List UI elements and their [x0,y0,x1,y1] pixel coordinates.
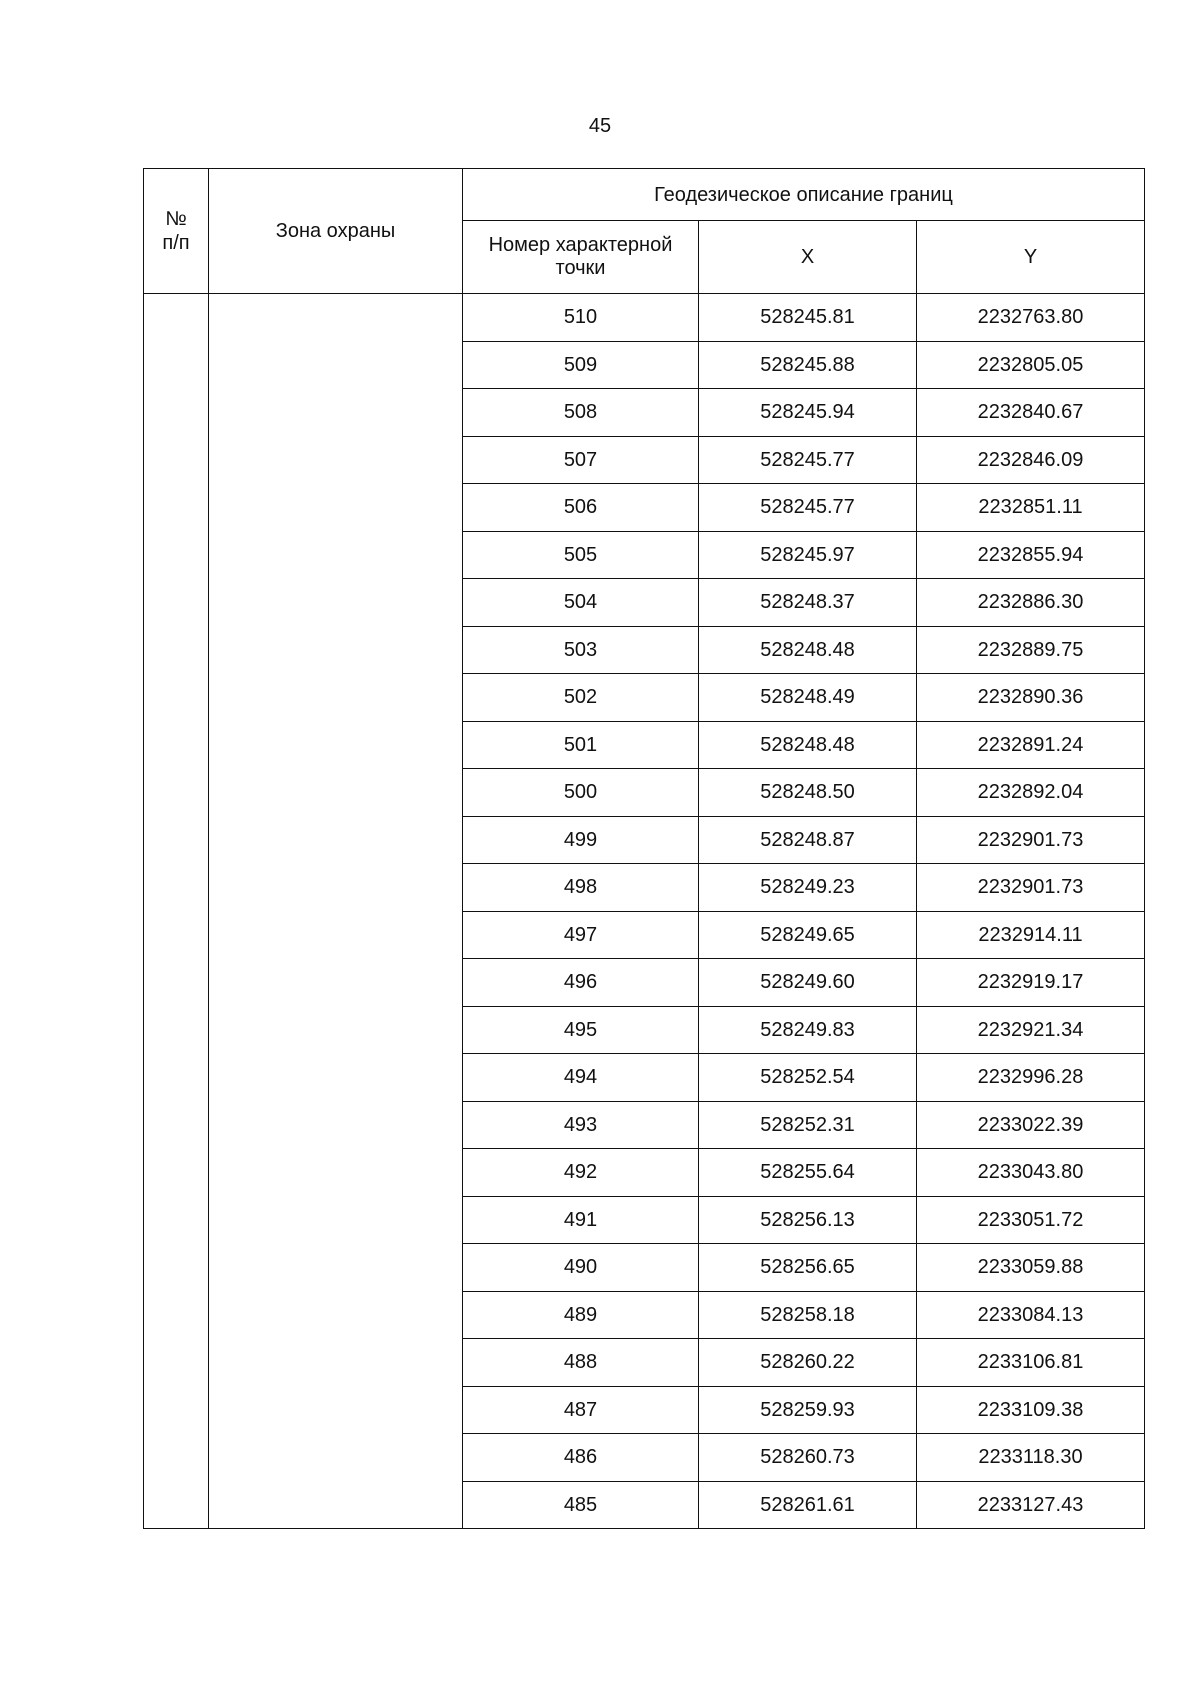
cell-x: 528249.65 [699,911,917,959]
cell-point: 501 [463,721,699,769]
cell-x: 528255.64 [699,1149,917,1197]
cell-point: 497 [463,911,699,959]
cell-point: 498 [463,864,699,912]
header-number-label: № п/п [162,208,190,254]
cell-x: 528249.60 [699,959,917,1007]
cell-point: 502 [463,674,699,722]
cell-x: 528249.23 [699,864,917,912]
cell-x: 528248.37 [699,579,917,627]
cell-x: 528256.13 [699,1196,917,1244]
cell-point: 495 [463,1006,699,1054]
cell-y: 2232846.09 [917,436,1145,484]
cell-point: 507 [463,436,699,484]
cell-y: 2232851.11 [917,484,1145,532]
cell-point: 490 [463,1244,699,1292]
cell-y: 2232805.05 [917,341,1145,389]
cell-y: 2233022.39 [917,1101,1145,1149]
header-y: Y [917,221,1145,294]
cell-x: 528245.97 [699,531,917,579]
cell-point: 506 [463,484,699,532]
cell-point: 503 [463,626,699,674]
table-body [144,294,1145,1529]
cell-x: 528248.50 [699,769,917,817]
cell-y: 2232914.11 [917,911,1145,959]
cell-point: 487 [463,1386,699,1434]
cell-y: 2233106.81 [917,1339,1145,1387]
cell-point: 505 [463,531,699,579]
cell-x: 528252.54 [699,1054,917,1102]
cell-point: 504 [463,579,699,627]
cell-x: 528245.77 [699,436,917,484]
cell-y: 2232996.28 [917,1054,1145,1102]
cell-x: 528260.22 [699,1339,917,1387]
cell-y: 2233043.80 [917,1149,1145,1197]
cell-x: 528249.83 [699,1006,917,1054]
header-zone: Зона охраны [209,169,463,294]
cell-x: 528259.93 [699,1386,917,1434]
cell-point: 486 [463,1434,699,1482]
header-x: X [699,221,917,294]
cell-point: 492 [463,1149,699,1197]
cell-y: 2233118.30 [917,1434,1145,1482]
cell-y: 2233051.72 [917,1196,1145,1244]
cell-point: 488 [463,1339,699,1387]
header-point-number: Номер характерной точки [463,221,699,294]
cell-y: 2232921.34 [917,1006,1145,1054]
cell-y: 2232763.80 [917,294,1145,342]
cell-point: 489 [463,1291,699,1339]
cell-point: 494 [463,1054,699,1102]
row-number-cell [144,294,209,1529]
coordinates-table [143,168,1145,1529]
cell-x: 528261.61 [699,1481,917,1529]
cell-y: 2232889.75 [917,626,1145,674]
cell-point: 499 [463,816,699,864]
cell-y: 2232890.36 [917,674,1145,722]
cell-x: 528245.88 [699,341,917,389]
cell-point: 509 [463,341,699,389]
cell-y: 2232886.30 [917,579,1145,627]
cell-y: 2233084.13 [917,1291,1145,1339]
cell-point: 493 [463,1101,699,1149]
cell-y: 2232901.73 [917,816,1145,864]
cell-x: 528258.18 [699,1291,917,1339]
cell-point: 500 [463,769,699,817]
cell-x: 528248.48 [699,721,917,769]
page-number: 45 [588,115,612,137]
cell-x: 528248.87 [699,816,917,864]
cell-x: 528256.65 [699,1244,917,1292]
cell-x: 528245.81 [699,294,917,342]
cell-y: 2233127.43 [917,1481,1145,1529]
cell-point: 508 [463,389,699,437]
cell-y: 2232901.73 [917,864,1145,912]
cell-x: 528248.48 [699,626,917,674]
cell-y: 2233059.88 [917,1244,1145,1292]
cell-x: 528260.73 [699,1434,917,1482]
cell-y: 2232840.67 [917,389,1145,437]
cell-point: 496 [463,959,699,1007]
cell-x: 528245.77 [699,484,917,532]
cell-point: 485 [463,1481,699,1529]
header-geodesic-description: Геодезическое описание границ [463,169,1145,221]
cell-x: 528252.31 [699,1101,917,1149]
cell-x: 528245.94 [699,389,917,437]
cell-y: 2232855.94 [917,531,1145,579]
cell-point: 491 [463,1196,699,1244]
cell-y: 2232892.04 [917,769,1145,817]
cell-point: 510 [463,294,699,342]
header-number [144,169,209,294]
cell-x: 528248.49 [699,674,917,722]
cell-y: 2232919.17 [917,959,1145,1007]
table-row [144,294,1145,342]
cell-y: 2232891.24 [917,721,1145,769]
zone-cell [209,294,463,1529]
cell-y: 2233109.38 [917,1386,1145,1434]
